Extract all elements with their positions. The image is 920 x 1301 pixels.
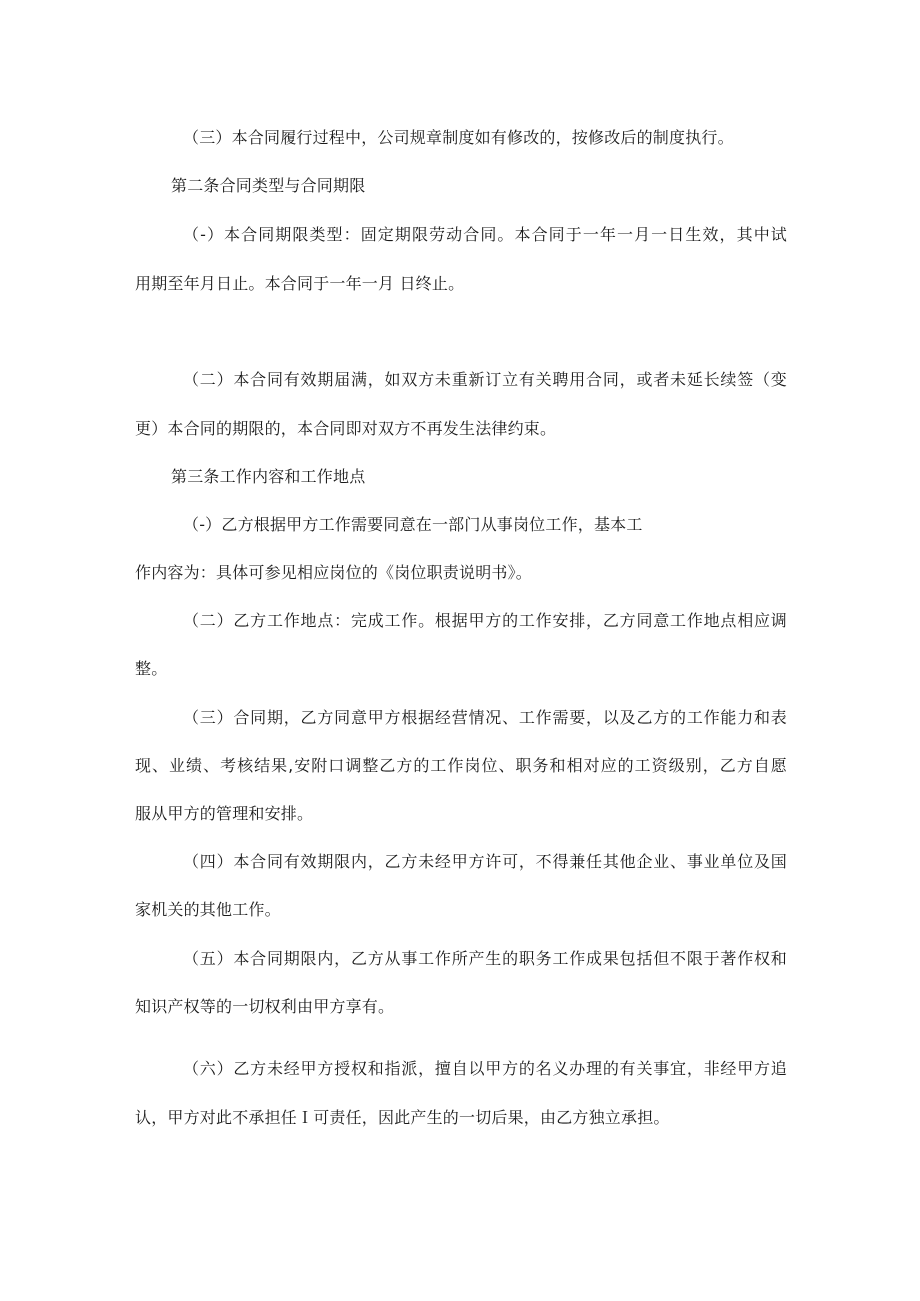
paragraph-line: （二）乙方工作地点：完成工作。根据甲方的工作安排，乙方同意工作地点相应调	[183, 611, 787, 630]
paragraph-line: （-）本合同期限类型：固定期限劳动合同。本合同于一年一月一日生效，其中试	[183, 225, 787, 244]
paragraph-line: （三）本合同履行过程中，公司规章制度如有修改的，按修改后的制度执行。	[183, 128, 734, 147]
paragraph-line: （四）本合同有效期限内，乙方未经甲方许可，不得兼任其他企业、事业单位及国	[183, 852, 787, 871]
paragraph-line: （六）乙方未经甲方授权和指派，擅自以甲方的名义办理的有关事宜，非经甲方追	[183, 1059, 787, 1078]
paragraph-line: 整。	[135, 659, 168, 678]
paragraph-line: 家机关的其他工作。	[135, 900, 281, 919]
paragraph-line: （三）合同期，乙方同意甲方根据经营情况、工作需要，以及乙方的工作能力和表	[183, 708, 787, 727]
paragraph-line: 更）本合同的期限的，本合同即对双方不再发生法律约束。	[135, 419, 557, 438]
paragraph-line: 作内容为：具体可参见相应岗位的《岗位职责说明书》。	[135, 563, 533, 582]
paragraph-line: （五）本合同期限内，乙方从事工作所产生的职务工作成果包括但不限于著作权和	[183, 949, 787, 968]
paragraph-line: 认，甲方对此不承担任Ｉ可责任，因此产生的一切后果，由乙方独立承担。	[135, 1108, 670, 1127]
paragraph-line: （二）本合同有效期届满，如双方未重新订立有关聘用合同，或者未延长续签（变	[183, 370, 787, 389]
section-heading: 第三条工作内容和工作地点	[171, 467, 366, 486]
section-heading: 第二条合同类型与合同期限	[171, 176, 366, 195]
paragraph-line: 服从甲方的管理和安排。	[135, 804, 314, 823]
paragraph-line: （-）乙方根据甲方工作需要同意在一部门从事岗位工作，基本工	[183, 515, 643, 534]
paragraph-line: 用期至年月日止。本合同于一年一月 日终止。	[135, 274, 465, 293]
paragraph-line: 现、业绩、考核结果,安附口调整乙方的工作岗位、职务和相对应的工资级别，乙方自愿	[135, 756, 787, 775]
paragraph-line: 知识产权等的一切权利由甲方享有。	[135, 997, 395, 1016]
